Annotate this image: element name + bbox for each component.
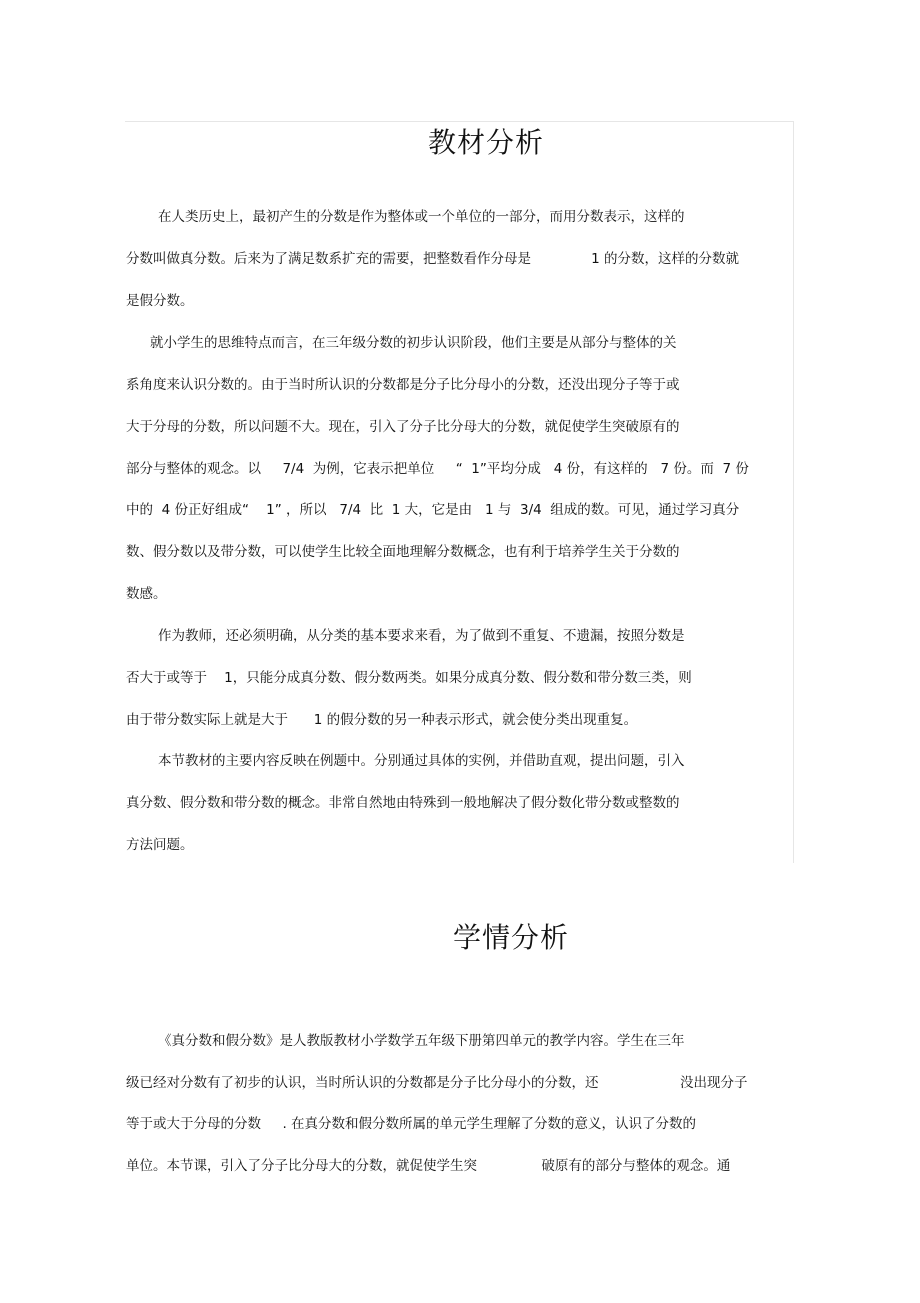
paragraph-line: 就小学生的思维特点而言，在三年级分数的初步认识阶段，他们主要是从部分与整体的关 bbox=[150, 335, 677, 351]
section-title: 学情分析 bbox=[453, 921, 570, 954]
paragraph-line: 级已经对分数有了初步的认识，当时所认识的分数都是分子比分母小的分数，还 没出现分子 bbox=[126, 1075, 748, 1091]
paragraph-line: 作为教师，还必须明确，从分类的基本要求来看，为了做到不重复、不遗漏，按照分数是 bbox=[158, 628, 685, 644]
paragraph-line: 在人类历史上，最初产生的分数是作为整体或一个单位的一部分，而用分数表示，这样的 bbox=[158, 209, 685, 225]
paragraph-line: 系角度来认识分数的。由于当时所认识的分数都是分子比分母小的分数，还没出现分子等于或 bbox=[126, 377, 680, 393]
paragraph-line: 本节教材的主要内容反映在例题中。分别通过具体的实例，并借助直观，提出问题，引入 bbox=[158, 753, 685, 769]
paragraph-line: 部分与整体的观念。以 7/4 为例，它表示把单位 “ 1”平均分成 4 份，有这样的 7 份。而 7 份 bbox=[126, 461, 749, 477]
paragraph-line: 分数叫做真分数。后来为了满足数系扩充的需要，把整数看作分母是 1 的分数，这样的分数就 bbox=[126, 251, 739, 267]
paragraph-line: 由于带分数实际上就是大于 1 的假分数的另一种表示形式，就会使分类出现重复。 bbox=[126, 712, 638, 728]
paragraph-line: 数感。 bbox=[126, 586, 167, 602]
text-frame-top-border bbox=[125, 121, 793, 122]
paragraph-line: 方法问题。 bbox=[126, 837, 194, 853]
paragraph-line: 大于分母的分数，所以问题不大。现在，引入了分子比分母大的分数，就促使学生突破原有的 bbox=[126, 419, 680, 435]
paragraph-line: 真分数、假分数和带分数的概念。非常自然地由特殊到一般地解决了假分数化带分数或整数的 bbox=[126, 795, 680, 811]
paragraph-line: 等于或大于分母的分数 . 在真分数和假分数所属的单元学生理解了分数的意义，认识了分数的 bbox=[126, 1116, 697, 1132]
section-title: 教材分析 bbox=[428, 126, 545, 159]
paragraph-line: 单位。本节课，引入了分子比分母大的分数，就促使学生突 破原有的部分与整体的观念。通 bbox=[126, 1158, 731, 1174]
paragraph-line: 是假分数。 bbox=[126, 293, 194, 309]
paragraph-line: 中的 4 份正好组成“ 1” ，所以 7/4 比 1 大，它是由 1 与 3/4 组成的数。可见，通过学习真分 bbox=[126, 502, 740, 518]
paragraph-line: 否大于或等于 1，只能分成真分数、假分数两类。如果分成真分数、假分数和带分数三类，则 bbox=[126, 670, 692, 686]
text-frame-right-border bbox=[793, 121, 794, 863]
paragraph-line: 《真分数和假分数》是人教版教材小学数学五年级下册第四单元的教学内容。学生在三年 bbox=[158, 1033, 685, 1049]
paragraph-line: 数、假分数以及带分数，可以使学生比较全面地理解分数概念，也有利于培养学生关于分数的 bbox=[126, 544, 680, 560]
